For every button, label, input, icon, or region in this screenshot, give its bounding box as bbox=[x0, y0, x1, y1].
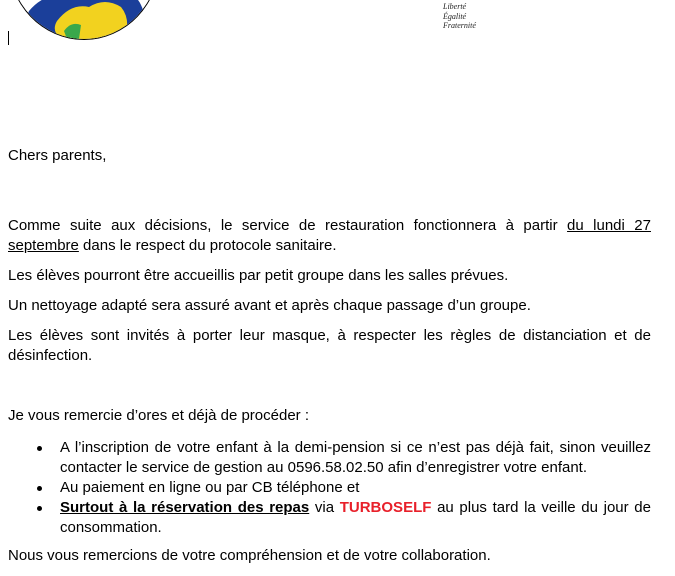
bullet-list bbox=[8, 438, 651, 538]
paragraph-masque: Les élèves sont invités à porter leur masque, à respecter les règles de distanciation et de désinfection. bbox=[8, 327, 651, 364]
closing-line: Nous vous remercions de votre compréhension et de votre collaboration. bbox=[8, 547, 491, 564]
p1-date-underlined: du lundi 27 septembre bbox=[8, 217, 651, 254]
motto-liberte: Liberté bbox=[443, 2, 467, 11]
p1-text-end: dans le respect du protocole sanitaire. bbox=[78, 237, 337, 254]
motto-egalite: Égalité bbox=[443, 11, 467, 21]
letter-body[interactable] bbox=[8, 146, 651, 566]
reservation-deadline: au plus tard la veille du jour de consommation. bbox=[60, 499, 651, 536]
list-intro: Je vous remercie d’ores et déjà de procéder : bbox=[8, 407, 309, 424]
republic-motto bbox=[443, 2, 476, 31]
bullet-reservation bbox=[8, 498, 651, 538]
turboself-brand: TURBOSELF bbox=[339, 499, 432, 516]
paragraph-nettoyage: Un nettoyage adapté sera assuré avant et après chaque passage d’un groupe. bbox=[8, 297, 531, 314]
greeting: Chers parents, bbox=[8, 147, 107, 164]
motto-fraternite: Fraternité bbox=[443, 21, 476, 30]
paragraph-accueil: Les élèves pourront être accueillis par petit groupe dans les salles prévues. bbox=[8, 267, 509, 284]
paragraph-restauration bbox=[8, 216, 651, 256]
island-map-icon bbox=[9, 0, 159, 39]
p1-text-start: Comme suite aux décisions, le service de restauration fonctionnera à partir bbox=[8, 217, 568, 234]
reservation-emphasis: Surtout à la réservation des repas bbox=[60, 499, 310, 516]
bullet-inscription: A l’inscription de votre enfant à la demi-pension si ce n’est pas déjà fait, sinon veuillez contacter le service de gestion au 0596.58.02.50 afin d’enregistrer votre enfant. bbox=[8, 438, 651, 478]
text-cursor bbox=[8, 31, 9, 45]
bullet-paiement: Au paiement en ligne ou par CB téléphone et bbox=[8, 478, 651, 498]
school-logo bbox=[8, 0, 160, 40]
reservation-via: via bbox=[309, 499, 340, 516]
